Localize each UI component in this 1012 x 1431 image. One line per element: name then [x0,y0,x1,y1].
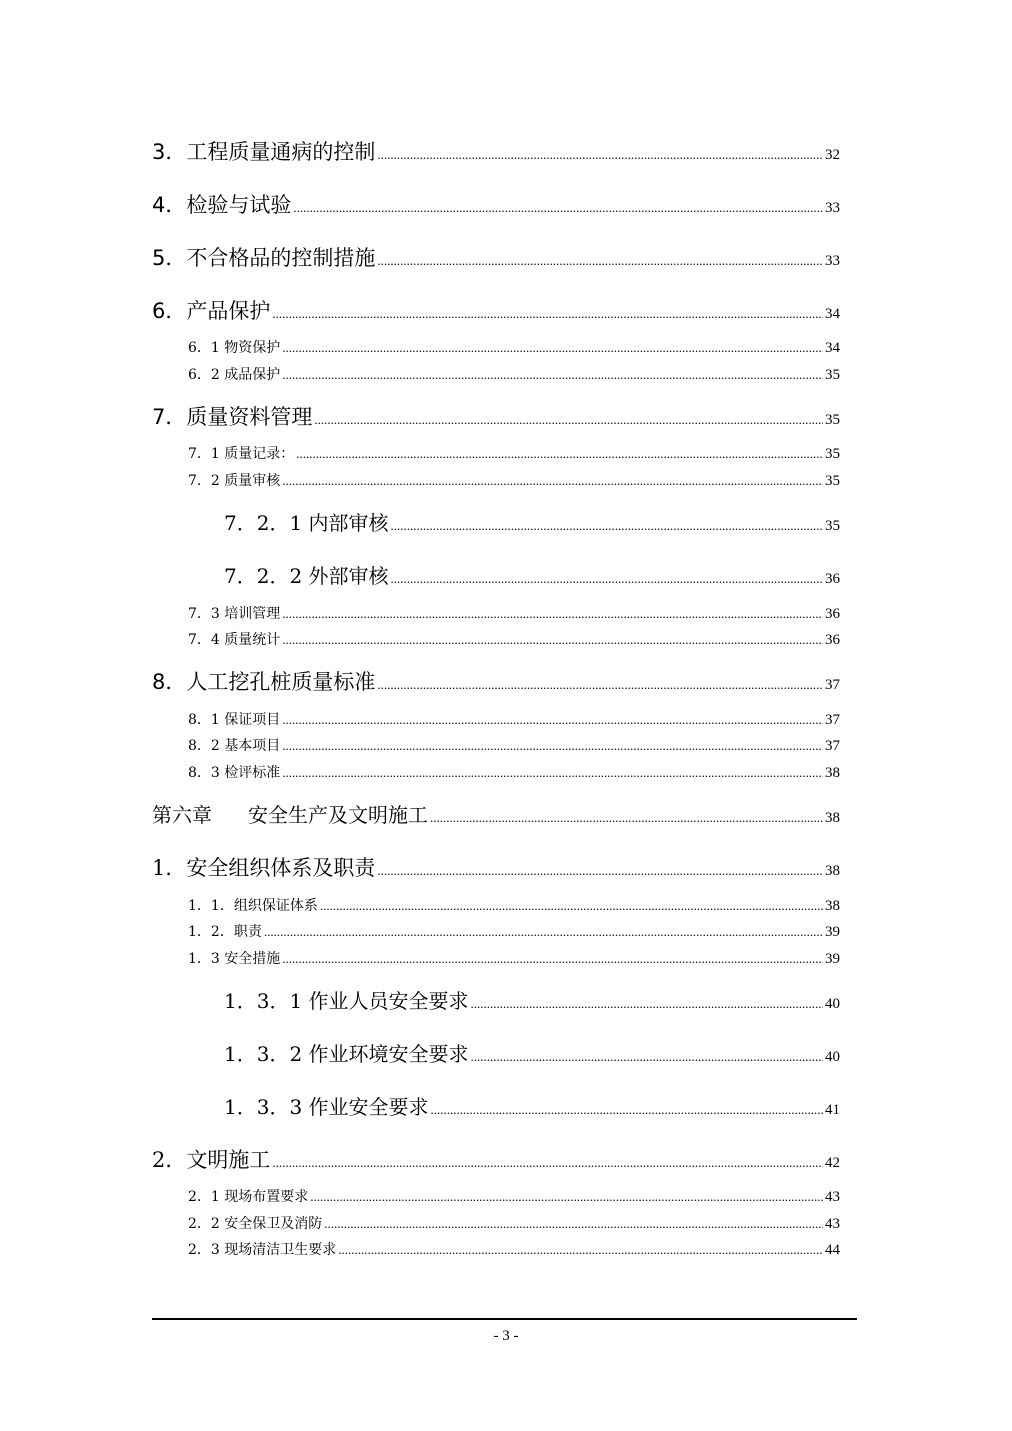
toc-leader [282,632,823,648]
toc-entry[interactable] [152,136,840,166]
toc-leader [431,1102,823,1118]
toc-entry-label: 7．3 培训管理 [188,606,281,622]
toc-entry-label: 1．3．1 作业人员安全要求 [224,989,469,1013]
toc-entry-label: 6．1 物资保护 [188,340,281,356]
toc-entry[interactable] [152,1213,840,1233]
toc-entry-page: 40 [825,1049,840,1065]
toc-entry-label: 4．检验与试验 [152,193,292,217]
toc-entry-label: 2．2 安全保卫及消防 [188,1216,323,1232]
toc-entry-page: 33 [825,200,840,216]
toc-entry[interactable] [152,985,840,1014]
toc-entry[interactable] [152,242,840,272]
toc-leader [282,765,823,781]
toc-entry[interactable] [152,629,840,649]
toc-entry-page: 39 [825,951,840,967]
toc-entry-label: 7．2．1 内部审核 [224,511,389,535]
toc-entry-page: 38 [825,863,840,879]
toc-entry[interactable] [152,948,840,968]
footer-divider [152,1318,857,1320]
toc-leader [282,951,823,967]
toc-entry[interactable] [152,337,840,357]
toc-leader [282,738,823,754]
toc-entry-label: 5．不合格品的控制措施 [152,246,376,270]
toc-entry-page: 34 [825,306,840,322]
toc-entry-page: 36 [825,606,840,622]
toc-entry-label: 1．1．组织保证体系 [188,898,318,914]
toc-entry-label: 6．2 成品保护 [188,367,281,383]
toc-entry-label: 1．安全组织体系及职责 [152,856,376,880]
toc-chapter-entry[interactable] [152,799,840,828]
toc-entry[interactable] [152,603,840,623]
toc-entry-page: 39 [825,924,840,940]
toc-entry-label: 7．1 质量记录： [188,446,295,462]
toc-entry[interactable] [152,470,840,490]
toc-leader [296,446,823,462]
toc-entry-page: 34 [825,340,840,356]
toc-entry[interactable] [152,762,840,782]
toc-entry-page: 43 [825,1189,840,1205]
toc-entry-label: 1．3．3 作业安全要求 [224,1095,429,1119]
toc-entry-label: 1．3 安全措施 [188,951,281,967]
toc-entry-page: 36 [825,632,840,648]
toc-entry[interactable] [152,364,840,384]
toc-leader [264,924,823,940]
toc-entry-label: 2．3 现场清洁卫生要求 [188,1242,337,1258]
toc-entry-label: 7．4 质量统计 [188,632,281,648]
toc-entry-label: 2．1 现场布置要求 [188,1189,309,1205]
toc-entry-page: 38 [825,765,840,781]
toc-entry-page: 38 [825,810,840,826]
toc-entry-page: 32 [825,147,840,163]
toc-entry-label: 8．1 保证项目 [188,712,281,728]
toc-entry-page: 37 [825,738,840,754]
toc-leader [310,1189,823,1205]
chapter-title: 安全生产及文明施工 [248,803,428,827]
toc-entry-page: 44 [825,1242,840,1258]
toc-entry-label: 1．2．职责 [188,924,262,940]
toc-entry-label: 7．质量资料管理 [152,405,313,429]
toc-entry-page: 42 [825,1155,840,1171]
toc-entry-page: 41 [825,1102,840,1118]
toc-leader [391,571,823,587]
toc-entry-label: 6．产品保护 [152,299,271,323]
toc-entry[interactable] [152,1186,840,1206]
page-number: - 3 - [493,1328,519,1344]
toc-entry-label: 3．工程质量通病的控制 [152,140,376,164]
toc-entry[interactable] [152,560,840,589]
toc-leader [282,473,823,489]
toc-entry-page: 40 [825,996,840,1012]
toc-entry[interactable] [152,1038,840,1067]
toc-leader [320,898,823,914]
toc-leader [272,1155,823,1171]
toc-entry[interactable] [152,1091,840,1120]
toc-entry-page: 38 [825,898,840,914]
toc-entry-label: 8．人工挖孔桩质量标准 [152,670,376,694]
toc-leader [391,518,823,534]
toc-leader [314,412,823,428]
toc-entry-page: 35 [825,518,840,534]
toc-entry-page: 43 [825,1216,840,1232]
chapter-number: 第六章 [152,803,212,827]
toc-entry-label: 7．2 质量审核 [188,473,281,489]
toc-leader [471,996,823,1012]
toc-entry-page: 37 [825,712,840,728]
toc-entry-label: 8．2 基本项目 [188,738,281,754]
toc-leader [282,606,823,622]
toc-leader [282,340,823,356]
toc-entry-page: 33 [825,253,840,269]
toc-leader [282,367,823,383]
toc-entry[interactable] [152,666,840,696]
toc-entry[interactable] [152,895,840,915]
toc-leader [272,306,823,322]
toc-leader [430,810,823,826]
toc-entry-page: 35 [825,367,840,383]
toc-entry[interactable] [152,401,840,431]
toc-entry-label: 1．3．2 作业环境安全要求 [224,1042,469,1066]
toc-leader [377,147,823,163]
toc-entry[interactable] [152,507,840,536]
toc-entry-page: 35 [825,446,840,462]
toc-entry[interactable] [152,295,840,325]
toc-leader [377,677,823,693]
toc-entry[interactable] [152,852,840,882]
toc-entry[interactable] [152,1239,840,1259]
toc-entry[interactable] [152,921,840,941]
toc-entry-page: 36 [825,571,840,587]
toc-entry-label: 8．3 检评标准 [188,765,281,781]
toc-entry-label: 2．文明施工 [152,1148,271,1172]
toc-entry[interactable] [152,1144,840,1174]
toc-entry[interactable] [152,443,840,463]
toc-leader [471,1049,823,1065]
toc-leader [282,712,823,728]
toc-leader [377,253,823,269]
toc-entry-label: 7．2．2 外部审核 [224,564,389,588]
toc-entry[interactable] [152,189,840,219]
toc-entry-page: 37 [825,677,840,693]
toc-leader [293,200,823,216]
toc-leader [324,1216,823,1232]
toc-leader [377,863,823,879]
toc-entry-page: 35 [825,473,840,489]
toc-entry[interactable] [152,709,840,729]
toc-leader [338,1242,823,1258]
toc-chapter-label [152,799,428,828]
toc-entry[interactable] [152,735,840,755]
toc-entry-page: 35 [825,412,840,428]
